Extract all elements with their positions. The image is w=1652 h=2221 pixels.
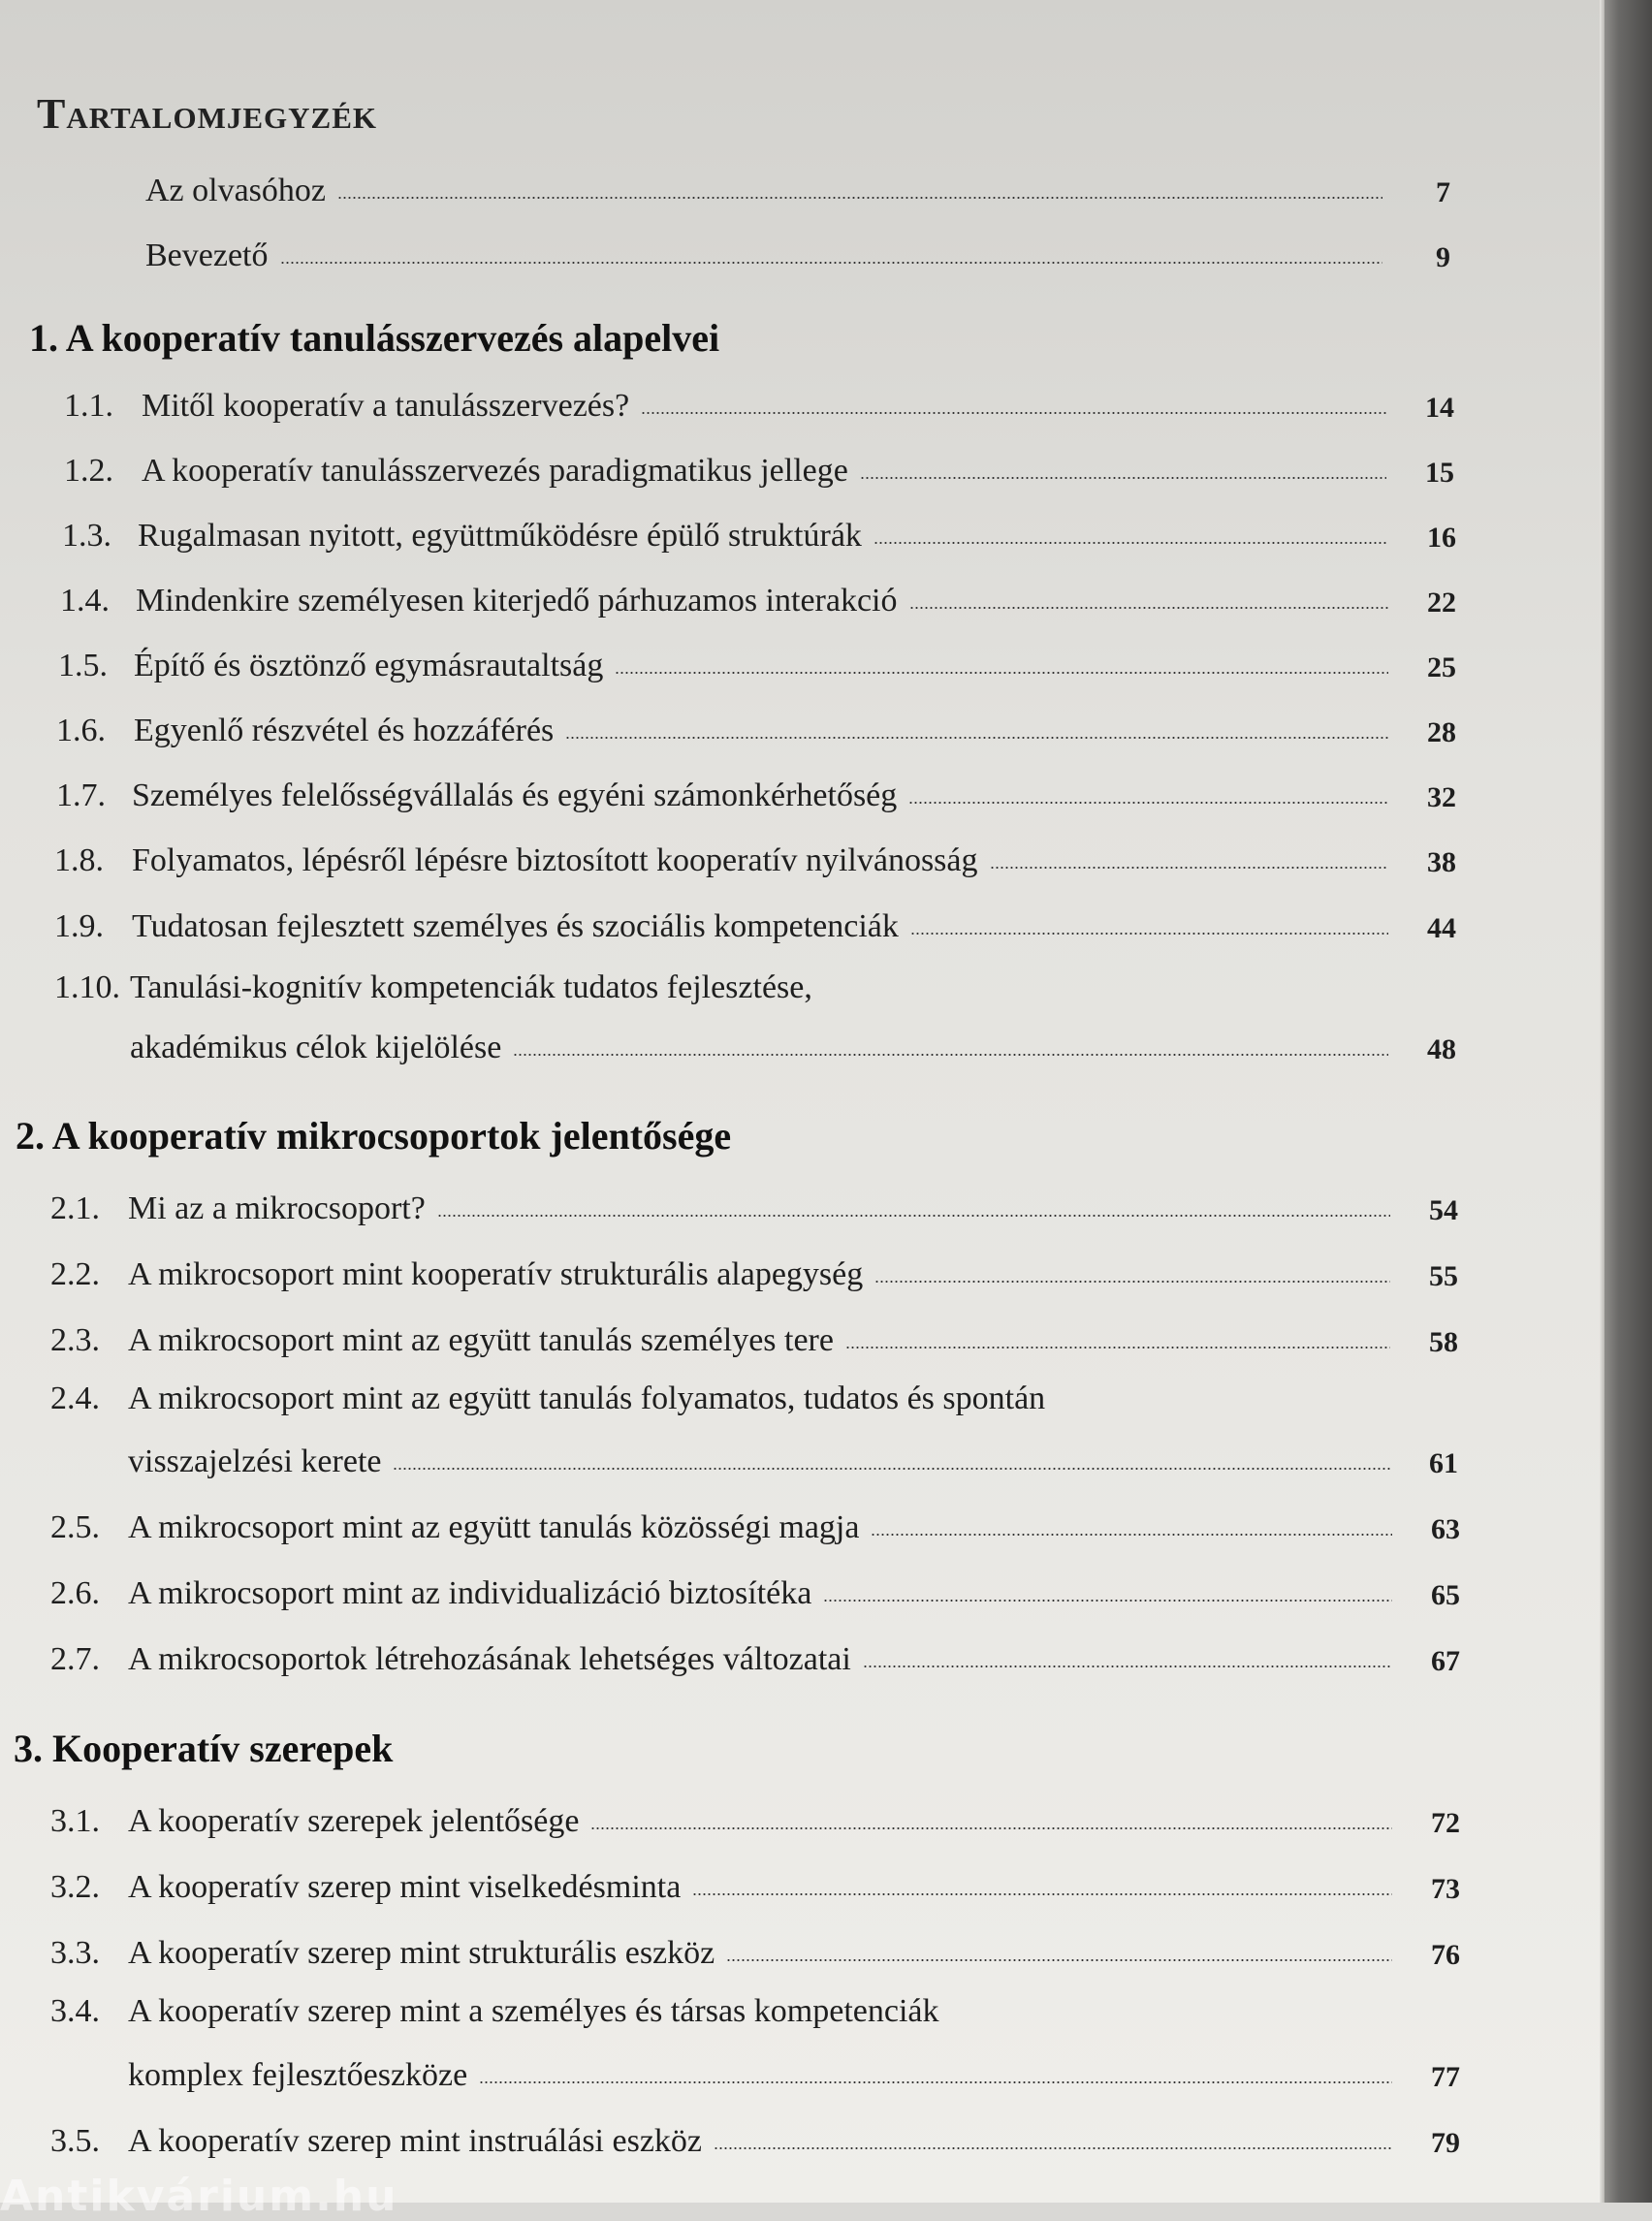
- toc-entry-title: Építő és ösztönző egymásrautaltság: [134, 648, 604, 683]
- toc-entry-page: 63: [1431, 1513, 1460, 1545]
- page-gutter-shadow: [1604, 0, 1652, 2203]
- dot-leader: [590, 1826, 1392, 1830]
- toc-entry-page: 55: [1429, 1260, 1458, 1292]
- toc-entry: [50, 1315, 1458, 1359]
- toc-entry-number: 2.1.: [50, 1190, 100, 1226]
- toc-entry-title: A mikrocsoport mint az együtt tanulás közösségi magja: [128, 1509, 860, 1545]
- toc-entry: [56, 770, 1456, 814]
- toc-entry-number: 1.5.: [58, 648, 108, 683]
- toc-entry-page: 79: [1431, 2127, 1460, 2159]
- toc-entry-number: 2.7.: [50, 1641, 100, 1677]
- toc-entry-number: 1.6.: [56, 713, 106, 748]
- toc-entry-title: Rugalmasan nyitott, együttműködésre épülő struktúrák: [138, 518, 862, 554]
- dot-leader: [337, 196, 1382, 200]
- toc-entry: [56, 705, 1456, 749]
- toc-entry: [58, 640, 1456, 684]
- toc-entry-number: 1.9.: [54, 908, 104, 944]
- dot-leader: [908, 801, 1388, 805]
- toc-entry-page: 67: [1431, 1645, 1460, 1677]
- toc-entry: [50, 1927, 1460, 1972]
- toc-entry-page: 58: [1429, 1326, 1458, 1358]
- toc-entry-title-continued: akadémikus célok kijelölése: [130, 1030, 502, 1065]
- toc-entry-title: Bevezető: [145, 238, 269, 273]
- toc-entry-number: 3.5.: [50, 2123, 100, 2159]
- toc-entry-title-continued: komplex fejlesztőeszköze: [128, 2057, 468, 2093]
- toc-entry-title: A kooperatív szerepek jelentősége: [128, 1803, 580, 1839]
- dot-leader: [874, 541, 1388, 545]
- toc-entry-title: A mikrocsoport mint kooperatív strukturális alapegység: [128, 1256, 864, 1292]
- toc-entry-title: A kooperatív tanulásszervezés paradigmatikus jellege: [142, 453, 848, 489]
- toc-entry-title: Egyenlő részvétel és hozzáférés: [134, 713, 555, 748]
- toc-entry: [64, 445, 1454, 490]
- dot-leader: [437, 1214, 1390, 1218]
- toc-entry-title: Tudatosan fejlesztett személyes és szociális kompetenciák: [132, 908, 899, 944]
- dot-leader: [692, 1892, 1392, 1896]
- toc-entry-title: A mikrocsoport mint az individualizáció biztosítéka: [128, 1575, 812, 1611]
- toc-entry-number: 1.1.: [64, 388, 113, 424]
- toc-entry-page: 14: [1425, 392, 1454, 424]
- toc-entry-title: Folyamatos, lépésről lépésre biztosított kooperatív nyilvánosság: [132, 842, 978, 878]
- toc-entry: [145, 165, 1450, 209]
- toc-entry-page: 54: [1429, 1194, 1458, 1226]
- toc-entry-number: 2.5.: [50, 1509, 100, 1545]
- dot-leader: [845, 1346, 1390, 1349]
- toc-entry-title: Személyes felelősségvállalás és egyéni számonkérhetőség: [132, 777, 898, 813]
- toc-entry-title: A mikrocsoport mint az együtt tanulás személyes tere: [128, 1322, 834, 1358]
- toc-entry: [50, 1861, 1460, 1906]
- toc-entry: [50, 1183, 1458, 1227]
- toc-entry-continuation: [128, 1436, 1458, 1480]
- toc-entry-page: 15: [1425, 457, 1454, 489]
- toc-entry-page: 38: [1427, 846, 1456, 878]
- toc-entry-number: 3.1.: [50, 1803, 100, 1839]
- toc-entry: [50, 1634, 1460, 1678]
- toc-entry-continuation: [128, 2049, 1460, 2094]
- toc-entry-number: 3.2.: [50, 1869, 100, 1905]
- toc-entry: [50, 2115, 1460, 2160]
- dot-leader: [860, 476, 1386, 480]
- toc-entry: [54, 901, 1456, 945]
- toc-entry: [62, 510, 1456, 555]
- toc-entry-page: 72: [1431, 1807, 1460, 1839]
- toc-entry-number: 3.4.: [50, 1993, 100, 2029]
- dot-leader: [393, 1467, 1390, 1471]
- toc-entry-multiline: [50, 1380, 1045, 1417]
- toc-entry: [54, 835, 1456, 879]
- toc-entry-number: 2.6.: [50, 1575, 100, 1611]
- toc-entry-title: A kooperatív szerep mint a személyes és társas kompetenciák: [128, 1993, 939, 2029]
- toc-entry-number: 1.8.: [54, 842, 104, 878]
- dot-leader: [641, 411, 1386, 415]
- toc-entry-page: 65: [1431, 1579, 1460, 1611]
- dot-leader: [565, 736, 1388, 740]
- dot-leader: [726, 1958, 1392, 1962]
- dot-leader: [714, 2146, 1392, 2150]
- toc-entry-title: A kooperatív szerep mint strukturális eszköz: [128, 1935, 715, 1971]
- toc-entry-title-continued: visszajelzési kerete: [128, 1444, 382, 1479]
- toc-entry: [145, 230, 1450, 274]
- toc-entry: [50, 1249, 1458, 1293]
- toc-entry-title: A kooperatív szerep mint viselkedésminta: [128, 1869, 682, 1905]
- dot-leader: [280, 261, 1383, 265]
- dot-leader: [990, 866, 1389, 870]
- toc-entry: [50, 1568, 1460, 1612]
- dot-leader: [863, 1665, 1392, 1668]
- dot-leader: [909, 606, 1389, 610]
- toc-entry: [64, 380, 1454, 425]
- chapter-title: 3. Kooperatív szerepek: [14, 1727, 394, 1770]
- toc-entry-page: 16: [1427, 522, 1456, 554]
- watermark: Antikvárium.hu: [0, 2172, 398, 2221]
- toc-entry-multiline: [50, 1993, 939, 2030]
- toc-entry-number: 3.3.: [50, 1935, 100, 1971]
- toc-entry: [60, 575, 1456, 619]
- dot-leader: [910, 932, 1388, 936]
- toc-entry-title: Mindenkire személyesen kiterjedő párhuzamos interakció: [136, 583, 898, 619]
- toc-entry-number: 1.2.: [64, 453, 113, 489]
- chapter-title: 1. A kooperatív tanulásszervezés alapelvei: [29, 316, 720, 360]
- toc-entry-page: 32: [1427, 781, 1456, 813]
- toc-entry-page: 77: [1431, 2061, 1460, 2093]
- toc-entry-multiline: [54, 969, 812, 1006]
- dot-leader: [479, 2080, 1392, 2084]
- toc-heading: Tartalomjegyzék: [37, 90, 377, 138]
- toc-entry-page: 28: [1427, 716, 1456, 748]
- toc-entry-title: Mi az a mikrocsoport?: [128, 1190, 426, 1226]
- toc-entry-page: 44: [1427, 912, 1456, 944]
- dot-leader: [871, 1533, 1392, 1537]
- dot-leader: [615, 671, 1388, 675]
- toc-entry-page: 48: [1427, 1033, 1456, 1065]
- dot-leader: [823, 1599, 1392, 1602]
- toc-entry-number: 1.3.: [62, 518, 111, 554]
- toc-entry-page: 7: [1436, 176, 1450, 208]
- dot-leader: [874, 1280, 1390, 1284]
- toc-entry-title: A mikrocsoport mint az együtt tanulás folyamatos, tudatos és spontán: [128, 1380, 1046, 1416]
- toc-entry-page: 9: [1436, 241, 1450, 273]
- toc-entry-number: 2.2.: [50, 1256, 100, 1292]
- toc-entry-title: Tanulási-kognitív kompetenciák tudatos fejlesztése,: [130, 969, 812, 1005]
- toc-entry-title: A kooperatív szerep mint instruálási eszköz: [128, 2123, 702, 2159]
- chapter-title: 2. A kooperatív mikrocsoportok jelentősége: [16, 1114, 732, 1158]
- toc-entry-page: 76: [1431, 1939, 1460, 1971]
- toc-entry-number: 2.3.: [50, 1322, 100, 1358]
- toc-entry-number: 2.4.: [50, 1380, 100, 1416]
- toc-entry-title: A mikrocsoportok létrehozásának lehetséges változatai: [128, 1641, 851, 1677]
- toc-entry-page: 61: [1429, 1447, 1458, 1479]
- toc-entry-number: 1.10.: [54, 969, 120, 1005]
- toc-entry-page: 73: [1431, 1873, 1460, 1905]
- toc-entry: [50, 1502, 1460, 1546]
- toc-entry-continuation: [130, 1022, 1456, 1066]
- toc-entry-page: 22: [1427, 587, 1456, 619]
- toc-entry-number: 1.7.: [56, 777, 106, 813]
- toc-entry-number: 1.4.: [60, 583, 110, 619]
- toc-entry: [50, 1795, 1460, 1840]
- toc-entry-page: 25: [1427, 651, 1456, 683]
- toc-entry-title: Mitől kooperatív a tanulásszervezés?: [142, 388, 630, 424]
- toc-entry-title: Az olvasóhoz: [145, 173, 327, 208]
- dot-leader: [513, 1053, 1388, 1057]
